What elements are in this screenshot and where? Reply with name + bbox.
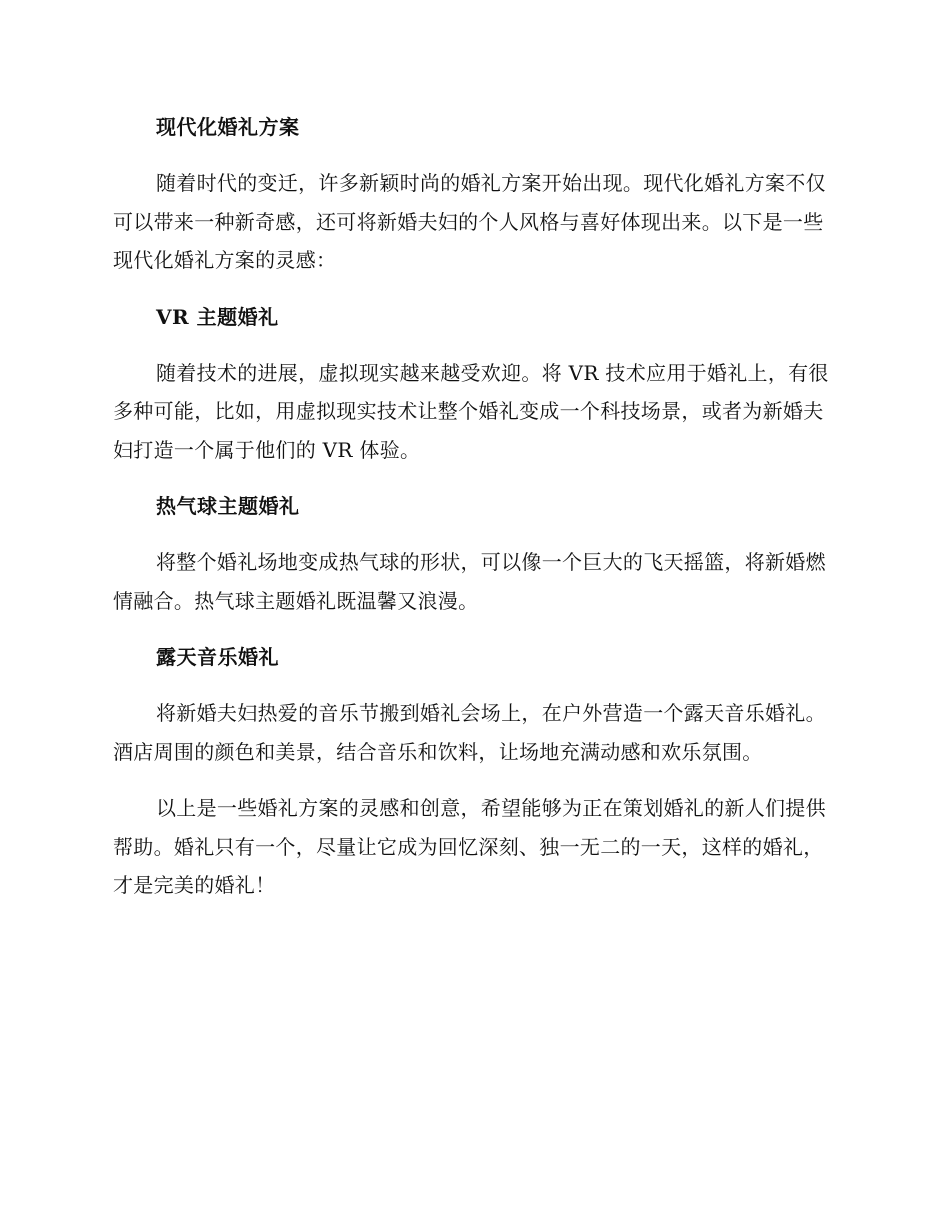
section-heading-balloon-wedding: 热气球主题婚礼 [156, 494, 300, 518]
section-paragraph-balloon-wedding: 将整个婚礼场地变成热气球的形状，可以像一个巨大的飞天摇篮，将新婚燃情融合。热气球主题婚礼既温馨又浪漫。 [113, 550, 826, 613]
section-heading-vr-wedding: VR 主题婚礼 [156, 304, 279, 329]
document-page [113, 108, 833, 923]
section-paragraph-outdoor-music-wedding: 将新婚夫妇热爱的音乐节搬到婚礼会场上，在户外营造一个露天音乐婚礼。酒店周围的颜色和美景，结合音乐和饮料，让场地充满动感和欢乐氛围。 [113, 701, 826, 764]
conclusion-paragraph: 以上是一些婚礼方案的灵感和创意，希望能够为正在策划婚礼的新人们提供帮助。婚礼只有一个，尽量让它成为回忆深刻、独一无二的一天，这样的婚礼，才是完美的婚礼！ [113, 796, 826, 897]
section-heading-modern-wedding: 现代化婚礼方案 [156, 115, 300, 139]
section-heading-outdoor-music-wedding: 露天音乐婚礼 [156, 645, 279, 669]
section-paragraph-vr-wedding: 随着技术的进展，虚拟现实越来越受欢迎。将 VR 技术应用于婚礼上，有很多种可能，比如，用虚拟现实技术让整个婚礼变成一个科技场景，或者为新婚夫妇打造一个属于他们的 VR 体验。 [113, 360, 829, 462]
section-paragraph-modern-wedding: 随着时代的变迁，许多新颖时尚的婚礼方案开始出现。现代化婚礼方案不仅可以带来一种新奇感，还可将新婚夫妇的个人风格与喜好体现出来。以下是一些现代化婚礼方案的灵感： [113, 171, 826, 272]
